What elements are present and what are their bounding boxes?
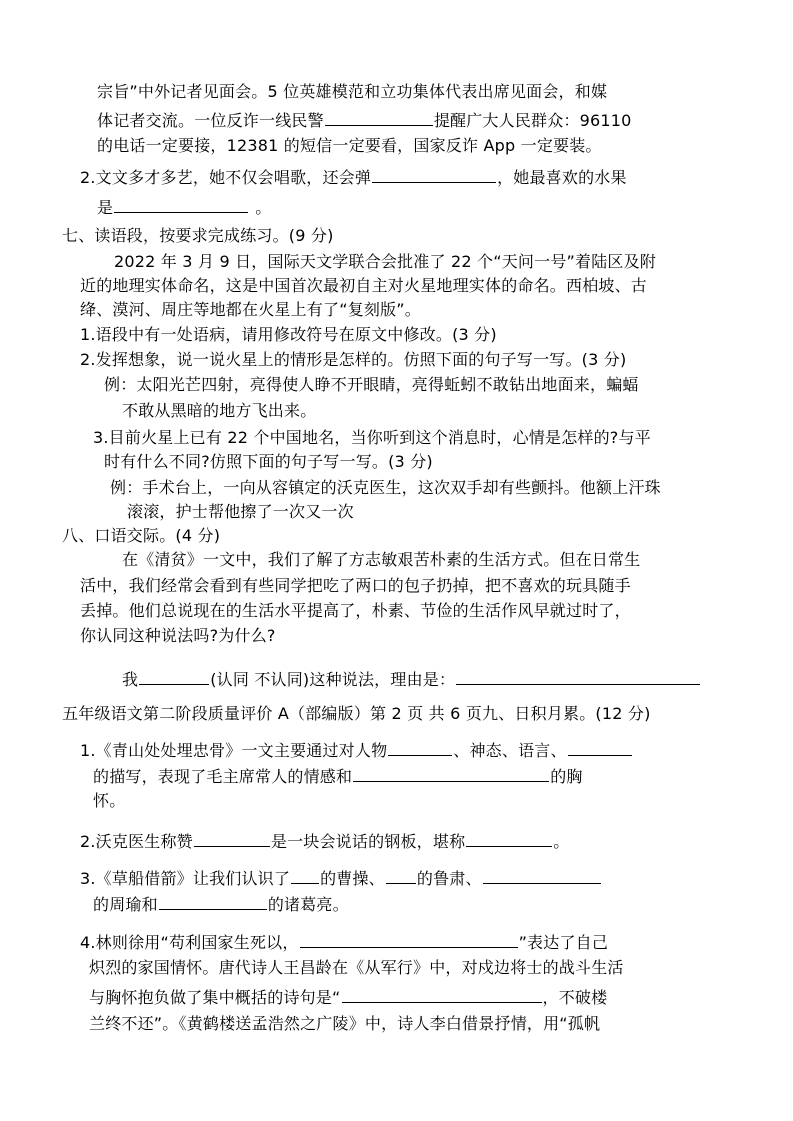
s7-passage-line: 近的地理实体命名，这是中国首次最初自主对火星地理实体的命名。西柏坡、古 [80,276,648,295]
s6-item1-line2-text-b: 提醒广大人民群众：96110 [433,111,632,130]
s9-q4-text-b: ”表达了自己 [518,933,609,952]
answer-blank[interactable] [386,866,416,884]
s9-q1-line2 [93,764,583,788]
s7-question-3: 3.目前火星上已有 22 个中国地名，当你听到这个消息时，心情是怎样的?与平 [93,428,651,447]
s8-answer-line [122,667,701,691]
answer-blank[interactable] [388,738,452,756]
s9-q4-text-d: 与胸怀抱负做了集中概括的诗句是“ [89,988,341,1007]
s9-q1-text-c: 的描写，表现了毛主席常人的情感和 [93,767,353,786]
s9-q4-line3 [89,985,607,1009]
s9-q3-text-c: 的鲁肃、 [416,869,482,888]
page-footer: 五年级语文第二阶段质量评价 A（部编版）第 2 页 共 6 页九、日积月累。(12 分) [62,704,651,723]
s9-q3-text-b: 的曹操、 [320,869,385,888]
answer-blank[interactable] [372,165,496,183]
answer-blank[interactable] [300,930,518,948]
s7-question-3: 时有什么不同?仿照下面的句子写一写。(3 分) [104,452,433,471]
s9-q3-line2 [93,892,349,916]
s9-q4-text-a: 4.林则徐用“苟利国家生死以， [80,933,299,952]
s9-q3-text-d: 的周瑜和 [93,895,158,914]
s9-q3-text-a: 3.《草船借箭》让我们认识了 [80,869,291,888]
s8-passage-line: 在《清贫》一文中，我们了解了方志敏艰苦朴素的生活方式。但在日常生 [122,550,641,569]
answer-blank[interactable] [114,195,248,213]
s6-item2-text-b: ，她最喜欢的水果 [497,168,627,187]
s9-q3-line1 [80,866,602,890]
s7-q2-example: 不敢从黑暗的地方飞出来。 [122,401,317,420]
s9-q2-text-b: 是一块会说话的钢板，堪称 [270,832,466,851]
s7-question-2: 2.发挥想象，说一说火星上的情形是怎样的。仿照下面的句子写一写。(3 分) [80,350,627,369]
s6-item1-line3: 的电话一定要接，12381 的短信一定要看，国家反诈 App 一定要装。 [97,136,602,155]
s9-q4-line2: 炽烈的家国情怀。唐代诗人王昌龄在《从军行》中，对戍边将士的战斗生活 [89,958,624,977]
s9-q4-line4: 兰终不还”。《黄鹤楼送孟浩然之广陵》中，诗人李白借景抒情，用“孤帆 [89,1014,601,1033]
s6-item2-text-d: 。 [255,198,272,217]
s9-q1-text-a: 1.《青山处处埋忠骨》一文主要通过对人物 [80,741,388,760]
answer-blank[interactable] [342,985,542,1003]
section-8-heading: 八、口语交际。(4 分) [62,526,221,545]
s9-q4-text-e: ，不破楼 [542,988,608,1007]
section-7-heading: 七、读语段，按要求完成练习。(9 分) [62,226,334,245]
s6-item1-line1: 宗旨”中外记者见面会。5 位英雄模范和立功集体代表出席见面会，和媒 [97,82,608,101]
answer-blank[interactable] [139,667,209,685]
s9-q1-line1 [80,738,633,762]
s6-item2-line2 [97,195,271,219]
s9-q3-text-e: 的诸葛亮。 [267,895,349,914]
answer-blank[interactable] [353,764,549,782]
s9-q1-line3: 怀。 [93,791,126,810]
s9-q2-text-a: 2.沃克医生称赞 [80,832,193,851]
answer-blank[interactable] [194,829,270,847]
s6-item1-line2-text-a: 体记者交流。一位反诈一线民警 [97,111,324,130]
s8-passage-line: 丢掉。他们总说现在的生活水平提高了，朴素、节俭的生活作风早就过时了， [80,601,631,620]
s9-q2-text-c: 。 [553,832,570,851]
s6-item2-line1 [80,165,627,189]
s7-q3-example: 滚滚，护士帮他擦了一次又一次 [127,502,354,521]
s7-passage-line: 2022 年 3 月 9 日，国际天文学联合会批准了 22 个“天问一号”着陆区及附 [114,252,657,271]
s9-q4-line1 [80,930,608,954]
s8-passage-line: 活中，我们经常会看到有些同学把吃了两口的包子扔掉，把不喜欢的玩具随手 [80,576,631,595]
s7-q2-example: 例：太阳光芒四射，亮得使人睁不开眼睛，亮得蚯蚓不敢钻出地面来，蝙蝠 [104,375,639,394]
answer-blank[interactable] [159,892,267,910]
answer-blank[interactable] [456,667,700,685]
s6-item1-line2 [97,108,632,132]
s7-q3-example: 例：手术台上，一向从容镇定的沃克医生，这次双手却有些颤抖。他额上汗珠 [110,478,661,497]
s8-answer-text-a: 我 [122,670,139,689]
s8-answer-text-b: (认同 不认同)这种说法，理由是： [210,670,456,689]
answer-blank[interactable] [483,866,601,884]
s7-passage-line: 绛、漠河、周庄等地都在火星上有了“复刻版”。 [80,300,421,319]
s6-item2-text-c: 是 [97,198,114,217]
s9-q1-text-d: 的胸 [550,767,583,786]
s7-question-1: 1.语段中有一处语病，请用修改符号在原文中修改。(3 分) [80,325,497,344]
s8-passage-line: 你认同这种说法吗?为什么? [80,626,276,645]
s9-q1-text-b: 、神态、语言、 [453,741,567,760]
s9-q2-line [80,829,569,853]
answer-blank[interactable] [466,829,552,847]
answer-blank[interactable] [325,108,433,126]
answer-blank[interactable] [291,866,319,884]
answer-blank[interactable] [568,738,632,756]
s6-item2-text-a: 2.文文多才多艺，她不仅会唱歌，还会弹 [80,168,372,187]
